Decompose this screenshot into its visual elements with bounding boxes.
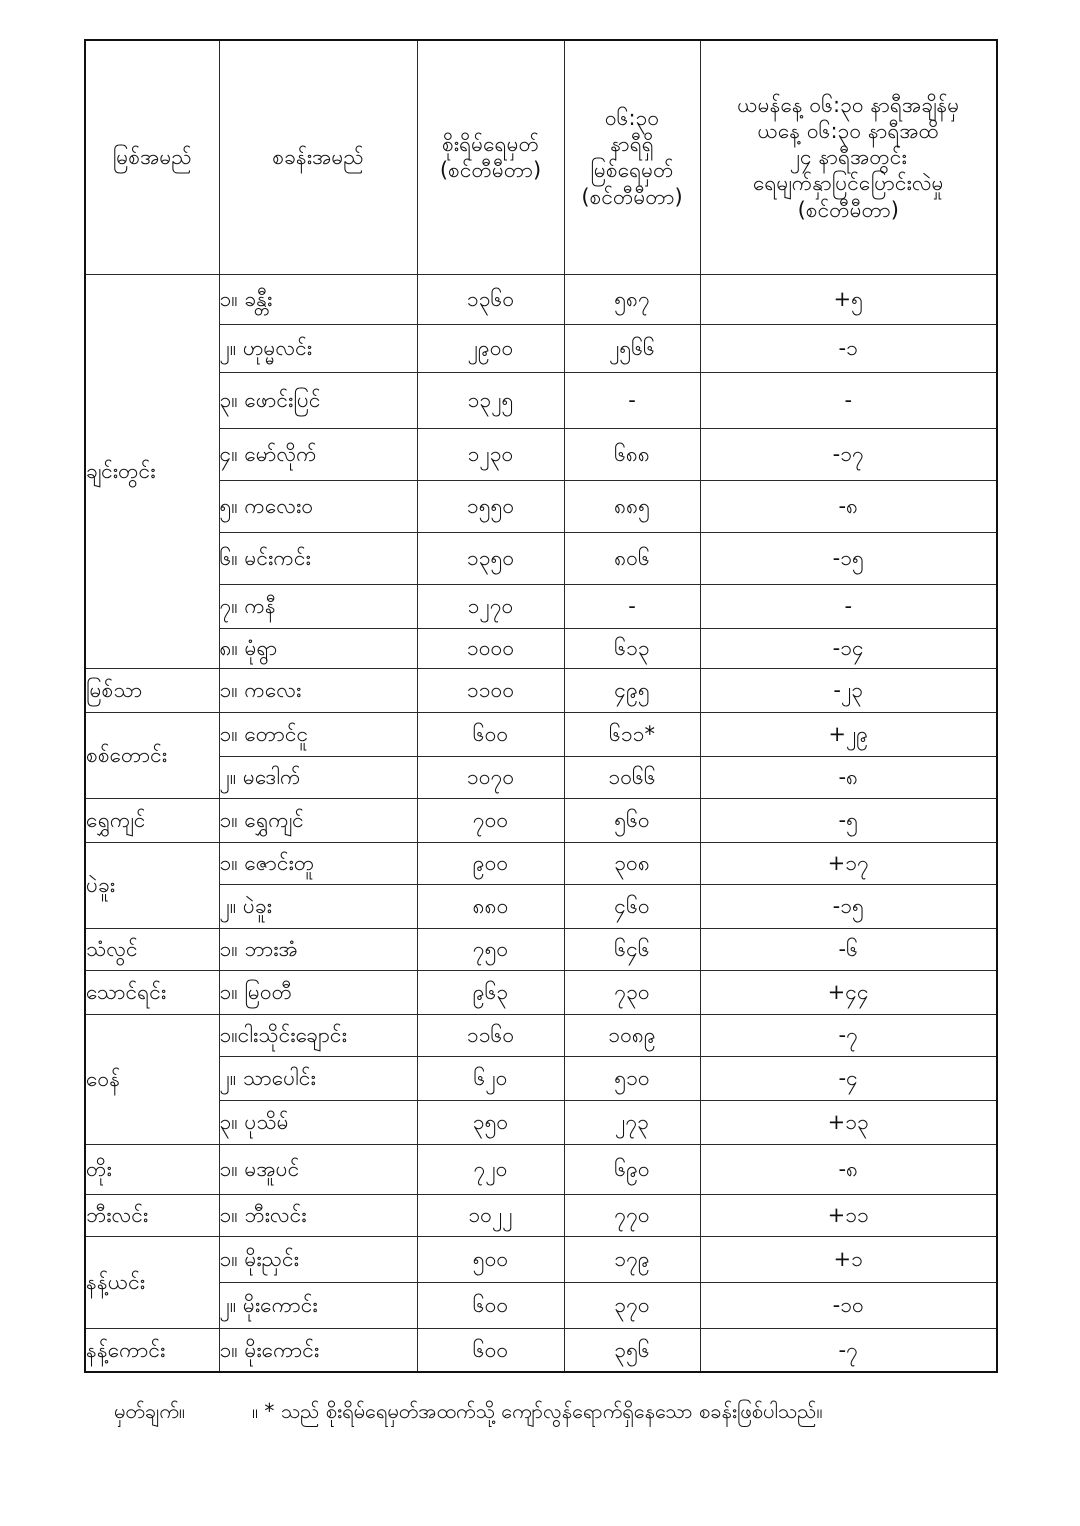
water-level-cell: ၇၃၀ <box>564 970 700 1014</box>
station-name-cell: ၂။ မိုးကောင်း <box>219 1282 417 1328</box>
station-name-cell: ၃။ ပုသိမ် <box>219 1100 417 1144</box>
station-name-cell: ၁။ ခန္တီး <box>219 274 417 324</box>
level-change-cell: -၁ <box>700 324 997 372</box>
header-danger-label: စိုးရိမ်ရေမှတ် (စင်တီမီတာ) <box>439 132 542 183</box>
danger-level-cell: ၆၀၀ <box>417 712 564 756</box>
level-change-cell: -၁၄ <box>700 628 997 668</box>
danger-level-cell: ၇၀၀ <box>417 798 564 842</box>
level-change-cell: +၅ <box>700 274 997 324</box>
table-row <box>85 1328 997 1372</box>
danger-level-cell: ၁၁၀၀ <box>417 668 564 712</box>
water-level-cell: ၆၈၈ <box>564 428 700 480</box>
station-name-cell: ၁။ ရွှေကျင် <box>219 798 417 842</box>
danger-level-cell: ၈၈၀ <box>417 884 564 928</box>
header-station-name <box>219 40 417 274</box>
level-change-cell: - <box>700 584 997 628</box>
water-level-cell: ၃၅၆ <box>564 1328 700 1372</box>
table-row <box>85 668 997 712</box>
station-name-cell: ၈။ မုံရွာ <box>219 628 417 668</box>
danger-level-cell: ၆၂၀ <box>417 1056 564 1100</box>
table-row <box>85 1194 997 1236</box>
danger-level-cell: ၁၀၀၀ <box>417 628 564 668</box>
level-change-cell: +၄၄ <box>700 970 997 1014</box>
danger-level-cell: ၁၁၆၀ <box>417 1014 564 1056</box>
level-change-cell: -၁၅ <box>700 532 997 584</box>
level-change-cell: -၄ <box>700 1056 997 1100</box>
level-change-cell: -၈ <box>700 756 997 798</box>
level-change-cell: +၁၃ <box>700 1100 997 1144</box>
water-level-cell: ၆၁၁* <box>564 712 700 756</box>
water-level-cell: ၁၀၆၆ <box>564 756 700 798</box>
station-name-cell: ၇။ ကနီ <box>219 584 417 628</box>
level-change-cell: -၅ <box>700 798 997 842</box>
header-station-label: စခန်းအမည် <box>272 145 364 170</box>
water-level-cell: ၄၆၀ <box>564 884 700 928</box>
river-name-cell: ပဲခူး <box>85 842 219 928</box>
danger-level-cell: ၁၃၂၅ <box>417 372 564 428</box>
danger-level-cell: ၂၉၀၀ <box>417 324 564 372</box>
table-row <box>85 1014 997 1056</box>
table-row <box>85 928 997 970</box>
station-name-cell: ၄။ မော်လိုက် <box>219 428 417 480</box>
footnote-text: ။ * သည် စိုးရိမ်ရေမှတ်အထက်သို့ ကျော်လွန်ရောက်ရှိနေသော စခန်းဖြစ်ပါသည်။ <box>252 1399 823 1423</box>
water-level-cell: ၅၆၀ <box>564 798 700 842</box>
river-name-cell: မြစ်သာ <box>85 668 219 712</box>
water-level-cell: ၄၉၅ <box>564 668 700 712</box>
water-level-cell: ၂၇၃ <box>564 1100 700 1144</box>
level-change-cell: -၈ <box>700 1144 997 1194</box>
table-row <box>85 1056 997 1100</box>
level-change-cell: -၁၇ <box>700 428 997 480</box>
table-row <box>85 798 997 842</box>
danger-level-cell: ၉၀၀ <box>417 842 564 884</box>
level-change-cell: -၁၅ <box>700 884 997 928</box>
level-change-cell: +၁၇ <box>700 842 997 884</box>
header-water-level <box>564 40 700 274</box>
station-name-cell: ၂။ ဟုမ္မလင်း <box>219 324 417 372</box>
water-level-cell: ၈၀၆ <box>564 532 700 584</box>
danger-level-cell: ၁၅၅၀ <box>417 480 564 532</box>
header-row <box>85 40 997 274</box>
danger-level-cell: ၇၂၀ <box>417 1144 564 1194</box>
table-row <box>85 884 997 928</box>
station-name-cell: ၅။ ကလေးဝ <box>219 480 417 532</box>
level-change-cell: +၁၁ <box>700 1194 997 1236</box>
station-name-cell: ၁။ ဘီးလင်း <box>219 1194 417 1236</box>
station-name-cell: ၁။ ဘားအံ <box>219 928 417 970</box>
table-body <box>85 40 997 1372</box>
table-row <box>85 842 997 884</box>
danger-level-cell: ၉၆၃ <box>417 970 564 1014</box>
station-name-cell: ၁။ငါးသိုင်းချောင်း <box>219 1014 417 1056</box>
header-level-label: ၀၆:၃၀ နာရီရှိ မြစ်ရေမှတ် (စင်တီမီတာ) <box>581 105 683 209</box>
river-name-cell: သောင်ရင်း <box>85 970 219 1014</box>
table-row <box>85 756 997 798</box>
river-name-cell: သံလွင် <box>85 928 219 970</box>
table-row <box>85 1144 997 1194</box>
station-name-cell: ၁။ တောင်ငူ <box>219 712 417 756</box>
river-name-cell: ဘီးလင်း <box>85 1194 219 1236</box>
table-row <box>85 480 997 532</box>
water-level-table <box>84 39 998 1373</box>
header-river-name <box>85 40 219 274</box>
table-row <box>85 324 997 372</box>
table-row <box>85 1282 997 1328</box>
danger-level-cell: ၅၀၀ <box>417 1236 564 1282</box>
table-row <box>85 1236 997 1282</box>
danger-level-cell: ၇၅၀ <box>417 928 564 970</box>
station-name-cell: ၂။ မဒေါက် <box>219 756 417 798</box>
river-name-cell: ချင်းတွင်း <box>85 274 219 668</box>
header-change-label: ယမန်နေ့ ၀၆:၃၀ နာရီအချိန်မှ ယနေ့ ၀၆:၃၀ နာရီအထိ ၂၄ နာရီအတွင်း ရေမျက်နှာပြင်ပြောင်းလဲမှု (စင်တီမီတာ) <box>737 92 960 222</box>
station-name-cell: ၁။ မအူပင် <box>219 1144 417 1194</box>
danger-level-cell: ၁၂၇၀ <box>417 584 564 628</box>
station-name-cell: ၁။ ဇောင်းတူ <box>219 842 417 884</box>
header-river-label: မြစ်အမည် <box>112 145 192 170</box>
danger-level-cell: ၁၃၅၀ <box>417 532 564 584</box>
water-level-table-sheet <box>84 39 998 1373</box>
river-name-cell: စစ်တောင်း <box>85 712 219 798</box>
table-row <box>85 584 997 628</box>
water-level-cell: ၆၄၆ <box>564 928 700 970</box>
water-level-cell: ၃၀၈ <box>564 842 700 884</box>
table-row <box>85 712 997 756</box>
table-row <box>85 532 997 584</box>
river-name-cell: ရွှေကျင် <box>85 798 219 842</box>
table-row <box>85 970 997 1014</box>
station-name-cell: ၁။ မြဝတီ <box>219 970 417 1014</box>
water-level-cell: - <box>564 372 700 428</box>
level-change-cell: - <box>700 372 997 428</box>
level-change-cell: -၆ <box>700 928 997 970</box>
level-change-cell: -၂၃ <box>700 668 997 712</box>
table-row <box>85 1100 997 1144</box>
table-row <box>85 428 997 480</box>
river-name-cell: နန့်ယင်း <box>85 1236 219 1328</box>
water-level-cell: ၇၇၀ <box>564 1194 700 1236</box>
station-name-cell: ၃။ ဖောင်းပြင် <box>219 372 417 428</box>
danger-level-cell: ၁၂၃၀ <box>417 428 564 480</box>
water-level-cell: ၆၁၃ <box>564 628 700 668</box>
danger-level-cell: ၁၃၆၀ <box>417 274 564 324</box>
water-level-cell: ၁၀၈၉ <box>564 1014 700 1056</box>
water-level-cell: ၅၈၇ <box>564 274 700 324</box>
table-row <box>85 372 997 428</box>
water-level-cell: ၁၇၉ <box>564 1236 700 1282</box>
table-row <box>85 274 997 324</box>
station-name-cell: ၁။ မိုးကောင်း <box>219 1328 417 1372</box>
level-change-cell: -၇ <box>700 1014 997 1056</box>
table-row <box>85 628 997 668</box>
danger-level-cell: ၆၀၀ <box>417 1328 564 1372</box>
station-name-cell: ၁။ ကလေး <box>219 668 417 712</box>
danger-level-cell: ၁၀၂၂ <box>417 1194 564 1236</box>
danger-level-cell: ၁၀၇၀ <box>417 756 564 798</box>
header-24h-change <box>700 40 997 274</box>
station-name-cell: ၆။ မင်းကင်း <box>219 532 417 584</box>
footnote-label: မှတ်ချက်။ <box>114 1399 185 1423</box>
station-name-cell: ၁။ မိုးညှင်း <box>219 1236 417 1282</box>
station-name-cell: ၂။ ပဲခူး <box>219 884 417 928</box>
header-danger-level <box>417 40 564 274</box>
level-change-cell: -၇ <box>700 1328 997 1372</box>
danger-level-cell: ၃၅၀ <box>417 1100 564 1144</box>
river-name-cell: ဝေန် <box>85 1014 219 1144</box>
water-level-cell: ၆၉၀ <box>564 1144 700 1194</box>
level-change-cell: -၈ <box>700 480 997 532</box>
water-level-cell: ၈၈၅ <box>564 480 700 532</box>
river-name-cell: တိုး <box>85 1144 219 1194</box>
level-change-cell: +၁ <box>700 1236 997 1282</box>
river-name-cell: နန့်ကောင်း <box>85 1328 219 1372</box>
level-change-cell: -၁၀ <box>700 1282 997 1328</box>
water-level-cell: ၃၇၀ <box>564 1282 700 1328</box>
station-name-cell: ၂။ သာပေါင်း <box>219 1056 417 1100</box>
water-level-cell: - <box>564 584 700 628</box>
water-level-cell: ၂၅၆၆ <box>564 324 700 372</box>
danger-level-cell: ၆၀၀ <box>417 1282 564 1328</box>
water-level-cell: ၅၁၀ <box>564 1056 700 1100</box>
level-change-cell: +၂၉ <box>700 712 997 756</box>
